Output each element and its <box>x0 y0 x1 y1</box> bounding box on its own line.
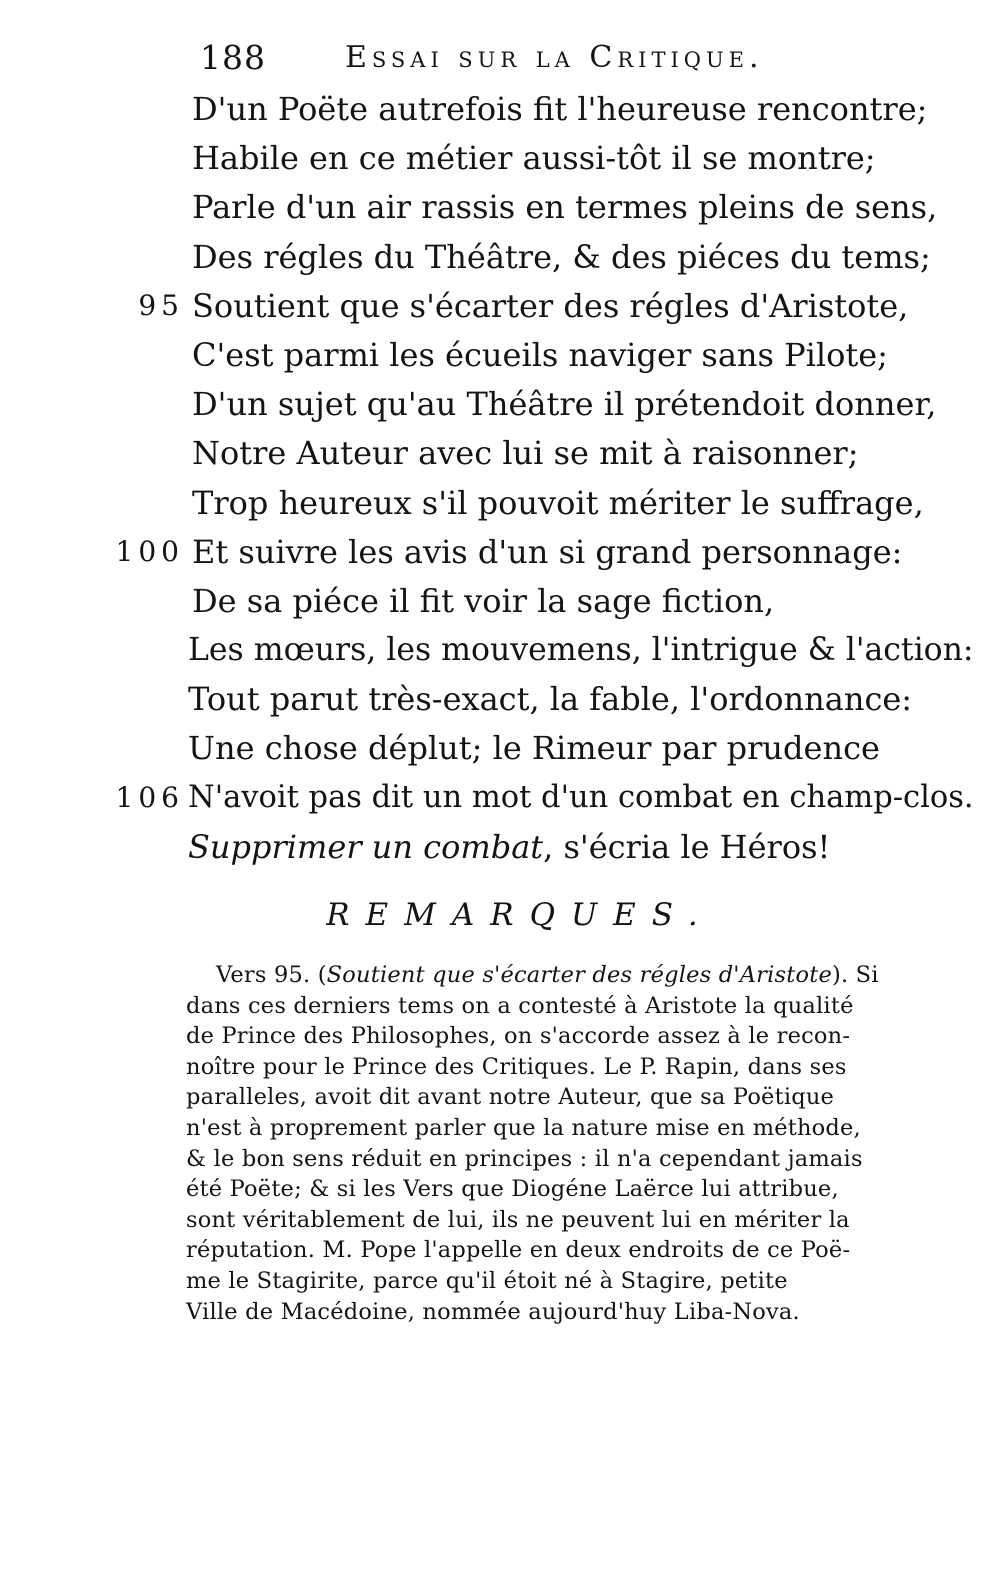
remark-line: noître pour le Prince des Critiques. Le P. Rapin, dans ses <box>186 1053 847 1080</box>
verse-number: 100 <box>115 534 184 568</box>
verse-text: C'est parmi les écueils naviger sans Pilote; <box>192 335 888 374</box>
verse-line <box>0 134 1000 183</box>
verse-text: D'un sujet qu'au Théâtre il prétendoit donner, <box>192 385 937 424</box>
verse-italic-lead: Supprimer un combat <box>188 827 544 866</box>
verse-line <box>0 479 1000 528</box>
verse-line <box>0 183 1000 232</box>
verse-number: 95 <box>138 288 184 322</box>
remark-line: été Poëte; & si les Vers que Diogéne Laërce lui attribue, <box>186 1176 839 1203</box>
verse-text: Une chose déplut; le Rimeur par prudence <box>188 729 880 768</box>
verse-line <box>0 675 1000 724</box>
remark-line: Ville de Macédoine, nommée aujourd'huy Liba-Nova. <box>186 1298 800 1325</box>
remark-line: de Prince des Philosophes, on s'accorde assez à le recon- <box>186 1023 851 1050</box>
verse-text: N'avoit pas dit un mot d'un combat en champ-clos. <box>188 779 974 815</box>
remark-line <box>186 960 894 991</box>
verse-line <box>0 528 1000 577</box>
verse-text: Des régles du Théâtre, & des piéces du tems; <box>192 237 931 276</box>
remark-quoted-verse: Soutient que s'écarter des régles d'Aristote <box>326 962 832 988</box>
verse-text <box>188 823 830 871</box>
verse-line <box>0 626 1000 675</box>
remarks-body <box>186 960 894 1327</box>
verse-line <box>0 85 1000 134</box>
verse-text: Tout parut très-exact, la fable, l'ordonnance: <box>188 680 913 719</box>
verse-text: Parle d'un air rassis en termes pleins de sens, <box>192 188 938 227</box>
verse-text: Habile en ce métier aussi-tôt il se montre; <box>192 139 876 178</box>
remark-line: me le Stagirite, parce qu'il étoit né à Stagire, petite <box>186 1267 788 1294</box>
verse-line <box>0 282 1000 331</box>
remark-line: sont véritablement de lui, ils ne peuvent lui en mériter la <box>186 1206 850 1233</box>
remark-line: dans ces derniers tems on a contesté à Aristote la qualité <box>186 992 854 1019</box>
verse-line <box>0 724 1000 773</box>
remark-line: paralleles, avoit dit avant notre Auteur, que sa Poëtique <box>186 1084 835 1111</box>
running-title: Essai sur la Critique. <box>345 40 764 75</box>
verse-line <box>0 380 1000 429</box>
remark-line: réputation. M. Pope l'appelle en deux endroits de ce Poë- <box>186 1237 851 1264</box>
verse-number: 106 <box>115 780 184 814</box>
page-header <box>0 38 1000 88</box>
verse-text: Les mœurs, les mouvemens, l'intrigue & l'action: <box>188 632 974 669</box>
verse-line <box>0 233 1000 282</box>
verse-text: Soutient que s'écarter des régles d'Aristote, <box>192 286 909 325</box>
verse-text: D'un Poëte autrefois fit l'heureuse rencontre; <box>192 90 928 128</box>
verse-line <box>0 774 1000 823</box>
remark-text: ). Si <box>832 962 879 988</box>
verse-text: De sa piéce il fit voir la sage fiction, <box>192 581 775 620</box>
remark-reference: Vers 95. ( <box>216 962 327 988</box>
verse-line <box>0 577 1000 626</box>
verse-line <box>0 823 1000 872</box>
verse-text-rest: , s'écria le Héros! <box>543 827 831 866</box>
verse-text: Trop heureux s'il pouvoit mériter le suffrage, <box>192 483 924 522</box>
verse-block <box>0 85 1000 872</box>
verse-line <box>0 331 1000 380</box>
remarks-heading: REMARQUES. <box>326 897 714 933</box>
remark-line: n'est à proprement parler que la nature mise en méthode, <box>186 1114 861 1141</box>
verse-line <box>0 429 1000 478</box>
remark-line: & le bon sens réduit en principes : il n'a cependant jamais <box>186 1145 863 1172</box>
verse-text: Et suivre les avis d'un si grand personnage: <box>192 532 903 571</box>
verse-text: Notre Auteur avec lui se mit à raisonner; <box>192 434 859 473</box>
page-number: 188 <box>200 38 266 77</box>
